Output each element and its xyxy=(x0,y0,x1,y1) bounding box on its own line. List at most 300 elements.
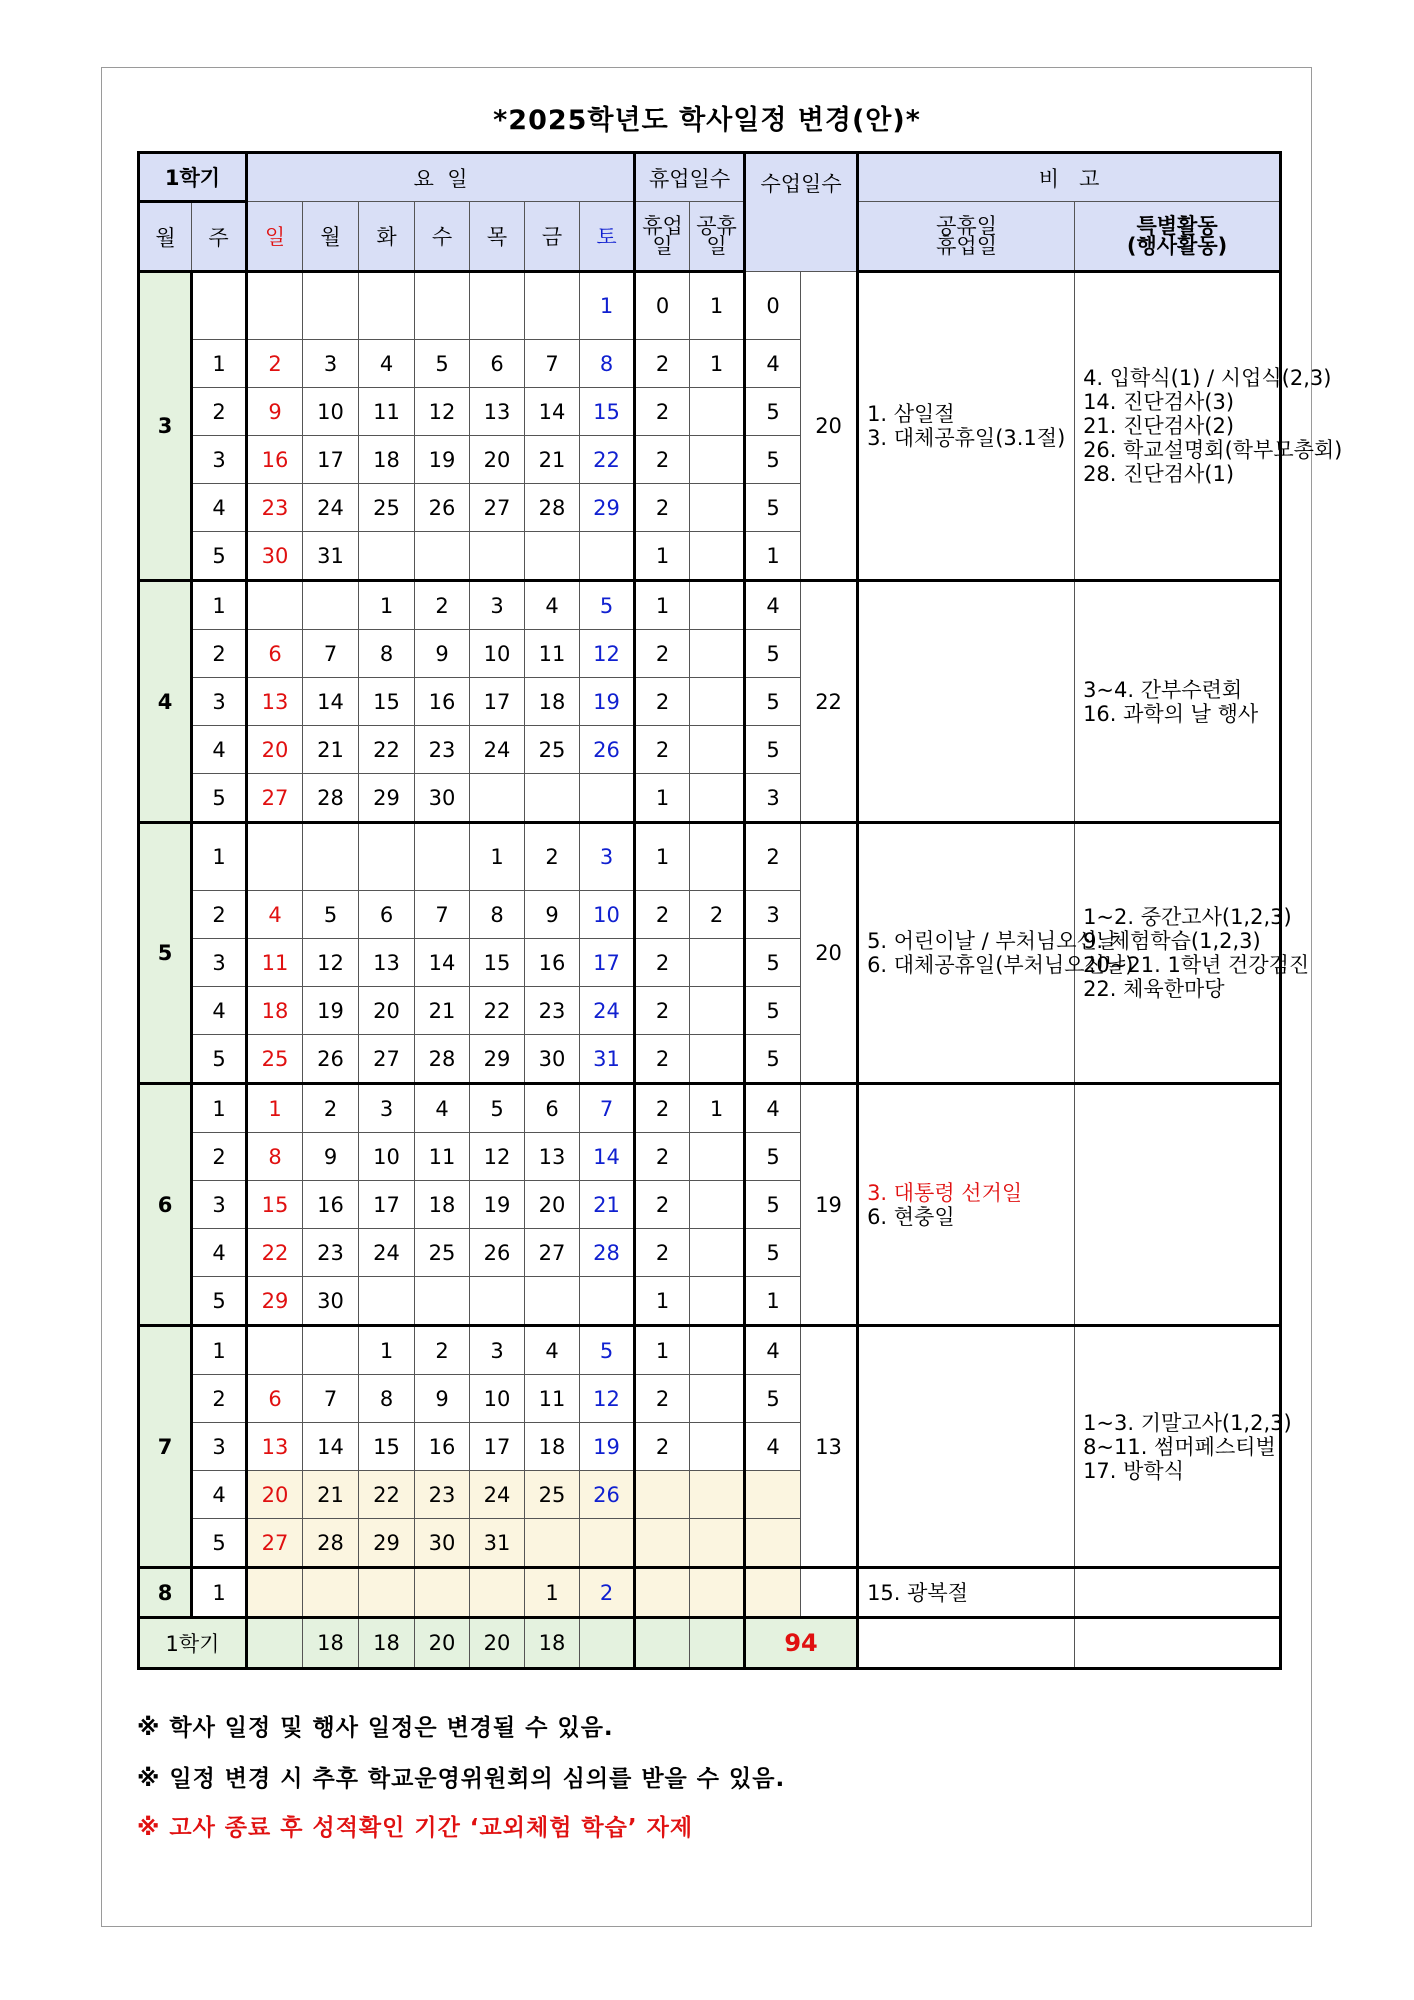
day-cell: 21 xyxy=(580,1181,635,1229)
day-cell: 15 xyxy=(359,1423,415,1471)
day-cell: 31 xyxy=(580,1035,635,1084)
day-cell xyxy=(415,823,470,891)
remark-line: 4. 입학식(1) / 시업식(2,3) xyxy=(1083,366,1332,390)
remark-line: 28. 진단검사(1) xyxy=(1083,462,1235,486)
remark-line: 15. 광복절 xyxy=(867,1580,968,1605)
week-class-days-cell: 5 xyxy=(745,1181,801,1229)
week-class-days-cell: 4 xyxy=(745,1423,801,1471)
week-class-days-cell: 4 xyxy=(745,340,801,388)
week-number: 4 xyxy=(192,484,247,532)
week-class-days-cell: 1 xyxy=(745,1277,801,1326)
week-number xyxy=(192,272,247,340)
day-cell: 8 xyxy=(580,340,635,388)
day-cell: 6 xyxy=(525,1084,580,1133)
day-cell: 14 xyxy=(415,939,470,987)
day-cell: 9 xyxy=(303,1133,359,1181)
week-class-days-cell: 4 xyxy=(745,1326,801,1375)
total-activity-remarks xyxy=(1075,1618,1281,1669)
day-cell: 14 xyxy=(303,678,359,726)
public-holiday-cell xyxy=(690,939,745,987)
day-cell: 3 xyxy=(580,823,635,891)
week-number: 4 xyxy=(192,1471,247,1519)
day-cell: 12 xyxy=(580,1375,635,1423)
day-cell: 14 xyxy=(580,1133,635,1181)
day-cell: 2 xyxy=(525,823,580,891)
day-cell: 10 xyxy=(359,1133,415,1181)
day-cell xyxy=(470,532,525,581)
remark-line: 26. 학교설명회(학부모총회) xyxy=(1083,438,1343,462)
month-cell: 6 xyxy=(139,1084,192,1326)
day-cell: 22 xyxy=(470,987,525,1035)
day-cell xyxy=(415,532,470,581)
day-cell: 31 xyxy=(303,532,359,581)
day-cell: 3 xyxy=(470,1326,525,1375)
week-class-days-cell: 1 xyxy=(745,532,801,581)
remarks-header: 비 고 xyxy=(858,153,1281,202)
day-cell: 22 xyxy=(247,1229,303,1277)
public-holiday-cell xyxy=(690,1035,745,1084)
day-cell: 4 xyxy=(247,891,303,939)
week-class-days-cell: 5 xyxy=(745,436,801,484)
day-cell: 3 xyxy=(303,340,359,388)
holiday-col-header: 공휴일 휴업일 xyxy=(858,202,1075,272)
total-public xyxy=(690,1618,745,1669)
day-cell: 2 xyxy=(303,1084,359,1133)
day-cell: 26 xyxy=(580,1471,635,1519)
month-class-days-cell: 20 xyxy=(801,272,858,581)
public-holiday-cell xyxy=(690,1277,745,1326)
day-cell xyxy=(303,823,359,891)
day-cell: 26 xyxy=(415,484,470,532)
month-cell: 5 xyxy=(139,823,192,1084)
day-cell: 16 xyxy=(303,1181,359,1229)
day-cell: 11 xyxy=(359,388,415,436)
total-day-sum xyxy=(247,1618,303,1669)
remark-line: 6. 현충일 xyxy=(867,1204,955,1229)
day-cell: 11 xyxy=(525,1375,580,1423)
day-cell: 17 xyxy=(470,678,525,726)
public-holiday-cell xyxy=(690,823,745,891)
day-cell: 2 xyxy=(247,340,303,388)
day-cell: 8 xyxy=(247,1133,303,1181)
day-cell: 20 xyxy=(247,1471,303,1519)
closure-days-cell: 2 xyxy=(635,1229,690,1277)
closure-days-cell: 2 xyxy=(635,340,690,388)
day-cell: 26 xyxy=(303,1035,359,1084)
closure-days-cell: 0 xyxy=(635,272,690,340)
day-cell: 2 xyxy=(580,1568,635,1618)
day-cell xyxy=(470,1277,525,1326)
day-cell: 27 xyxy=(359,1035,415,1084)
day-cell: 30 xyxy=(303,1277,359,1326)
day-cell: 28 xyxy=(303,1519,359,1568)
day-cell: 18 xyxy=(525,678,580,726)
remark-line: 5. 어린이날 / 부처님오신날 xyxy=(867,929,1118,953)
day-cell: 29 xyxy=(580,484,635,532)
holiday-remarks-cell xyxy=(858,1326,1075,1568)
closure-days-cell: 2 xyxy=(635,388,690,436)
day-cell: 22 xyxy=(359,726,415,774)
day-cell xyxy=(359,1568,415,1618)
day-cell xyxy=(525,774,580,823)
closure-days-cell: 2 xyxy=(635,891,690,939)
day-cell: 21 xyxy=(303,726,359,774)
day-cell: 30 xyxy=(247,532,303,581)
day-cell: 25 xyxy=(247,1035,303,1084)
activity-col-header: 특별활동 (행사활동) xyxy=(1075,202,1281,272)
month-cell: 8 xyxy=(139,1568,192,1618)
closure-days-cell: 2 xyxy=(635,484,690,532)
public-holiday-cell xyxy=(690,388,745,436)
day-cell: 2 xyxy=(415,581,470,630)
day-cell: 25 xyxy=(415,1229,470,1277)
week-class-days-cell xyxy=(745,1519,801,1568)
remark-line: 3. 대체공휴일(3.1절) xyxy=(867,426,1066,450)
closure-days-cell: 2 xyxy=(635,939,690,987)
week-number: 3 xyxy=(192,436,247,484)
holiday-remarks-cell xyxy=(858,823,1134,1084)
academic-calendar-table xyxy=(137,151,1343,1670)
day-cell: 6 xyxy=(359,891,415,939)
closure-days-cell: 1 xyxy=(635,532,690,581)
closure-days-cell: 1 xyxy=(635,774,690,823)
remark-line: 1~2. 중간고사(1,2,3) xyxy=(1083,905,1292,929)
activity-remarks-cell xyxy=(1075,1326,1292,1568)
total-closure xyxy=(635,1618,690,1669)
day-cell: 16 xyxy=(247,436,303,484)
day-cell: 23 xyxy=(415,1471,470,1519)
day-cell: 19 xyxy=(415,436,470,484)
week-number: 2 xyxy=(192,1133,247,1181)
day-cell xyxy=(470,272,525,340)
remark-line: 16. 과학의 날 행사 xyxy=(1083,701,1259,726)
day-cell: 14 xyxy=(303,1423,359,1471)
day-cell: 15 xyxy=(470,939,525,987)
remark-line: 22. 체육한마당 xyxy=(1083,977,1225,1001)
day-cell: 10 xyxy=(303,388,359,436)
month-class-days-cell: 20 xyxy=(801,823,858,1084)
public-holiday-cell xyxy=(690,1375,745,1423)
day-cell xyxy=(359,532,415,581)
day-cell: 1 xyxy=(470,823,525,891)
day-cell: 19 xyxy=(580,678,635,726)
day-cell: 4 xyxy=(415,1084,470,1133)
week-class-days-cell: 3 xyxy=(745,774,801,823)
week-class-days-cell: 5 xyxy=(745,939,801,987)
public-holiday-cell: 1 xyxy=(690,272,745,340)
day-cell: 1 xyxy=(359,581,415,630)
day-cell: 11 xyxy=(247,939,303,987)
remark-line: 17. 방학식 xyxy=(1083,1458,1184,1483)
activity-remarks-cell xyxy=(1075,1568,1281,1618)
remark-line: 20~21. 1학년 건강검진 xyxy=(1083,953,1310,977)
day-cell: 23 xyxy=(303,1229,359,1277)
public-holiday-cell xyxy=(690,1471,745,1519)
week-number: 2 xyxy=(192,1375,247,1423)
activity-remarks-cell xyxy=(1075,823,1310,1084)
closure-days-cell: 2 xyxy=(635,1423,690,1471)
closure-days-cell: 2 xyxy=(635,987,690,1035)
day-cell: 7 xyxy=(303,1375,359,1423)
total-day-sum: 18 xyxy=(303,1618,359,1669)
closure-days-cell: 1 xyxy=(635,1326,690,1375)
day-cell: 21 xyxy=(415,987,470,1035)
day-cell: 29 xyxy=(359,774,415,823)
remark-line: 1~3. 기말고사(1,2,3) xyxy=(1083,1410,1292,1435)
week-row xyxy=(139,272,1281,340)
closure-days-cell: 2 xyxy=(635,1084,690,1133)
month-class-days-cell: 22 xyxy=(801,581,858,823)
day-cell xyxy=(359,1277,415,1326)
day-cell: 1 xyxy=(359,1326,415,1375)
day-cell: 5 xyxy=(580,1326,635,1375)
day-cell: 12 xyxy=(470,1133,525,1181)
day-cell xyxy=(303,1326,359,1375)
holiday-remarks-cell xyxy=(858,581,1075,823)
week-class-days-cell: 5 xyxy=(745,484,801,532)
day-cell: 9 xyxy=(247,388,303,436)
day-cell xyxy=(525,272,580,340)
day-cell: 10 xyxy=(470,630,525,678)
day-cell: 23 xyxy=(247,484,303,532)
day-cell: 24 xyxy=(470,726,525,774)
public-holiday-cell xyxy=(690,1181,745,1229)
public-holiday-sub-header xyxy=(690,202,745,272)
week-class-days-cell: 5 xyxy=(745,1133,801,1181)
day-cell: 13 xyxy=(247,678,303,726)
day-cell xyxy=(580,774,635,823)
semester-header: 1학기 xyxy=(139,153,247,202)
day-header-fri: 금 xyxy=(525,202,580,272)
day-cell: 30 xyxy=(415,774,470,823)
day-cell: 1 xyxy=(525,1568,580,1618)
closure-days-cell: 2 xyxy=(635,1375,690,1423)
week-class-days-cell: 5 xyxy=(745,630,801,678)
total-holiday-remarks xyxy=(858,1618,1075,1669)
day-cell: 25 xyxy=(525,726,580,774)
week-number: 4 xyxy=(192,1229,247,1277)
day-cell: 3 xyxy=(470,581,525,630)
footnote-2: ※ 일정 변경 시 추후 학교운영위원회의 심의를 받을 수 있음. xyxy=(137,1766,786,1792)
closure-sub-header xyxy=(635,202,690,272)
day-cell: 29 xyxy=(470,1035,525,1084)
day-cell: 18 xyxy=(415,1181,470,1229)
public-holiday-cell xyxy=(690,532,745,581)
week-col-header: 주 xyxy=(192,202,247,272)
day-cell xyxy=(303,1568,359,1618)
day-cell: 17 xyxy=(303,436,359,484)
week-class-days-cell xyxy=(745,1568,801,1618)
day-cell: 23 xyxy=(415,726,470,774)
day-cell: 5 xyxy=(470,1084,525,1133)
total-day-sum: 18 xyxy=(359,1618,415,1669)
remark-line: 1. 삼일절 xyxy=(867,402,955,426)
closure-days-cell: 1 xyxy=(635,823,690,891)
closure-days-cell xyxy=(635,1471,690,1519)
closure-days-cell: 1 xyxy=(635,581,690,630)
day-cell: 18 xyxy=(247,987,303,1035)
page-title: *2025학년도 학사일정 변경(안)* xyxy=(493,105,921,136)
day-cell: 10 xyxy=(580,891,635,939)
day-cell: 19 xyxy=(470,1181,525,1229)
public-holiday-cell xyxy=(690,678,745,726)
remark-line: 3~4. 간부수련회 xyxy=(1083,677,1243,702)
day-cell: 7 xyxy=(415,891,470,939)
holiday-remarks-cell xyxy=(858,272,1075,581)
activity-remarks-cell xyxy=(1075,581,1281,823)
day-cell: 24 xyxy=(470,1471,525,1519)
day-cell: 7 xyxy=(580,1084,635,1133)
remark-line: 9. 체험학습(1,2,3) xyxy=(1083,929,1261,953)
month-class-days-cell xyxy=(801,1568,858,1618)
day-header-thu: 목 xyxy=(470,202,525,272)
week-number: 3 xyxy=(192,939,247,987)
month-cell: 4 xyxy=(139,581,192,823)
day-cell: 29 xyxy=(359,1519,415,1568)
total-day-sum: 20 xyxy=(415,1618,470,1669)
closure-days-cell: 2 xyxy=(635,1035,690,1084)
day-cell: 12 xyxy=(303,939,359,987)
public-holiday-cell xyxy=(690,1229,745,1277)
footnote-1: ※ 학사 일정 및 행사 일정은 변경될 수 있음. xyxy=(137,1715,614,1741)
semester-total-row xyxy=(139,1618,1281,1669)
holiday-remarks-cell xyxy=(858,1568,1075,1618)
week-class-days-cell xyxy=(745,1471,801,1519)
public-holiday-cell xyxy=(690,1568,745,1618)
day-cell: 17 xyxy=(470,1423,525,1471)
week-class-days-cell: 3 xyxy=(745,891,801,939)
yoil-header: 요 일 xyxy=(247,153,635,202)
total-class-days: 94 xyxy=(745,1618,858,1669)
day-cell xyxy=(415,272,470,340)
day-cell: 17 xyxy=(580,939,635,987)
public-holiday-cell: 1 xyxy=(690,1084,745,1133)
day-cell: 16 xyxy=(415,1423,470,1471)
day-cell: 9 xyxy=(415,1375,470,1423)
day-cell: 16 xyxy=(415,678,470,726)
day-header-sun: 일 xyxy=(247,202,303,272)
week-row xyxy=(139,1326,1281,1375)
day-cell: 13 xyxy=(525,1133,580,1181)
day-cell: 24 xyxy=(580,987,635,1035)
day-cell: 22 xyxy=(580,436,635,484)
class-days-header: 수업일수 xyxy=(745,153,858,272)
closure-days-cell: 2 xyxy=(635,1181,690,1229)
closure-days-cell xyxy=(635,1568,690,1618)
week-class-days-cell: 2 xyxy=(745,823,801,891)
day-cell: 15 xyxy=(247,1181,303,1229)
day-cell: 25 xyxy=(525,1471,580,1519)
day-cell: 20 xyxy=(470,436,525,484)
day-cell xyxy=(303,272,359,340)
week-number: 1 xyxy=(192,823,247,891)
week-number: 2 xyxy=(192,891,247,939)
day-cell: 19 xyxy=(580,1423,635,1471)
week-row xyxy=(139,1084,1281,1133)
day-cell: 11 xyxy=(525,630,580,678)
week-number: 2 xyxy=(192,630,247,678)
day-cell: 16 xyxy=(525,939,580,987)
public-holiday-cell xyxy=(690,1519,745,1568)
day-cell: 30 xyxy=(415,1519,470,1568)
day-cell: 6 xyxy=(247,630,303,678)
day-cell: 13 xyxy=(247,1423,303,1471)
holiday-remarks-cell xyxy=(858,1084,1075,1326)
week-number: 5 xyxy=(192,1277,247,1326)
week-number: 4 xyxy=(192,987,247,1035)
day-cell: 1 xyxy=(580,272,635,340)
day-cell xyxy=(247,1568,303,1618)
day-header-sat: 토 xyxy=(580,202,635,272)
public-holiday-cell xyxy=(690,630,745,678)
day-header-mon: 월 xyxy=(303,202,359,272)
week-number: 1 xyxy=(192,340,247,388)
day-cell: 27 xyxy=(470,484,525,532)
day-cell: 9 xyxy=(525,891,580,939)
day-cell: 15 xyxy=(359,678,415,726)
day-cell xyxy=(525,1277,580,1326)
closure-sub-label: 휴업 일 xyxy=(642,214,683,258)
public-holiday-cell xyxy=(690,484,745,532)
day-cell: 19 xyxy=(303,987,359,1035)
day-cell: 17 xyxy=(359,1181,415,1229)
total-day-sum xyxy=(580,1618,635,1669)
week-class-days-cell: 4 xyxy=(745,581,801,630)
week-row xyxy=(139,823,1281,891)
day-cell: 1 xyxy=(247,1084,303,1133)
day-cell xyxy=(470,774,525,823)
day-cell: 13 xyxy=(470,388,525,436)
public-holiday-cell xyxy=(690,436,745,484)
week-class-days-cell: 5 xyxy=(745,726,801,774)
week-number: 3 xyxy=(192,1181,247,1229)
day-cell: 18 xyxy=(525,1423,580,1471)
closure-days-cell xyxy=(635,1519,690,1568)
day-cell: 8 xyxy=(359,630,415,678)
day-cell: 10 xyxy=(470,1375,525,1423)
remark-line: 3. 대통령 선거일 xyxy=(867,1180,1023,1205)
day-cell: 18 xyxy=(359,436,415,484)
public-holiday-cell xyxy=(690,1326,745,1375)
day-cell: 21 xyxy=(525,436,580,484)
closure-days-cell: 2 xyxy=(635,726,690,774)
day-cell: 28 xyxy=(525,484,580,532)
day-cell: 26 xyxy=(470,1229,525,1277)
day-cell: 12 xyxy=(415,388,470,436)
day-cell xyxy=(580,1277,635,1326)
day-cell: 7 xyxy=(525,340,580,388)
day-cell: 9 xyxy=(415,630,470,678)
week-number: 3 xyxy=(192,678,247,726)
activity-remarks-cell xyxy=(1075,1084,1281,1326)
public-holiday-cell: 1 xyxy=(690,340,745,388)
day-cell: 28 xyxy=(415,1035,470,1084)
day-cell: 14 xyxy=(525,388,580,436)
day-cell: 28 xyxy=(580,1229,635,1277)
day-cell: 29 xyxy=(247,1277,303,1326)
closure-days-cell: 2 xyxy=(635,1133,690,1181)
day-cell: 20 xyxy=(359,987,415,1035)
closure-days-cell: 2 xyxy=(635,436,690,484)
public-holiday-cell xyxy=(690,1133,745,1181)
week-row xyxy=(139,581,1281,630)
day-cell: 4 xyxy=(525,581,580,630)
day-cell: 6 xyxy=(247,1375,303,1423)
closure-days-cell: 2 xyxy=(635,630,690,678)
day-cell: 11 xyxy=(415,1133,470,1181)
day-cell: 20 xyxy=(525,1181,580,1229)
day-cell xyxy=(415,1277,470,1326)
